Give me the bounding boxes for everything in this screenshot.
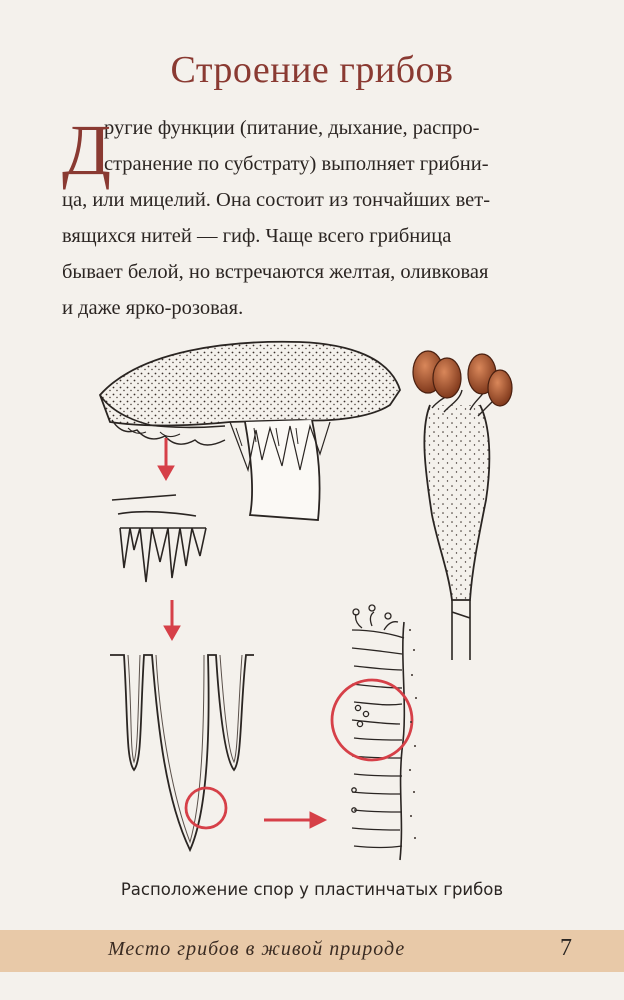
page-title: Строение грибов [170,49,454,91]
figure-caption: Расположение спор у пластинчатых грибов [120,880,504,899]
gill-section-icon [110,655,254,850]
gill-section-icon [112,495,206,582]
paragraph-line: странение по субстрату) выполняет грибни- [104,153,489,175]
basidium-icon [413,351,512,660]
paragraph-line: бывает белой, но встречаются желтая, оливковая [62,261,489,283]
paragraph-line: ца, или мицелий. Она состоит из тончайших вет- [62,189,491,211]
drop-cap: Д [62,110,112,190]
paragraph-line: вящихся нитей — гиф. Чаще всего грибница [62,225,452,247]
spore-layer-icon [332,605,412,860]
mushroom-cap-icon [100,342,400,520]
paragraph-line: и даже ярко-розовая. [62,297,244,319]
paragraph-line: ругие функции (питание, дыхание, распро- [104,117,480,139]
body-paragraph [62,110,582,326]
running-footer-title: Место грибов в живой природе [108,938,406,960]
page-number: 7 [560,935,572,961]
mushroom-structure-illustration [0,330,624,870]
